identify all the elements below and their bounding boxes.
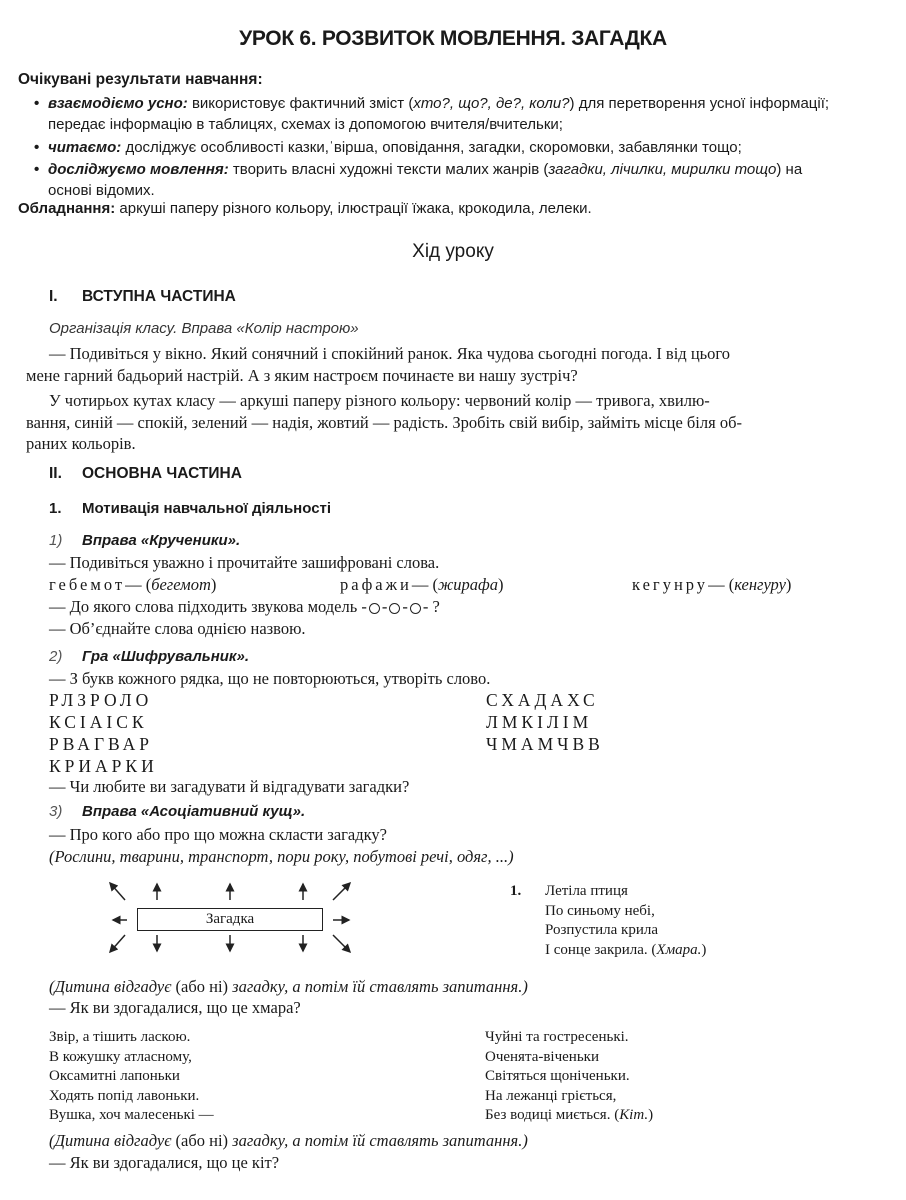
- cipher-row: ЛМКІЛІМ: [486, 712, 593, 732]
- cipher-word: рафажи— (жирафа): [340, 575, 504, 594]
- association-bush-diagram: [105, 875, 355, 960]
- riddle-cat-left: Звір, а тішить ласкою. В кожушку атласному, Оксамитні лапоньки Ходять попід лавоньки. Вушка, хоч малесенькі —: [49, 1029, 214, 1123]
- bullet-icon: •: [34, 139, 40, 156]
- cipher-word: кегунру— (кенгуру): [632, 575, 792, 594]
- section-heading-main: II. ОСНОВНА ЧАСТИНА: [49, 465, 242, 482]
- riddle-topic-hint: (Рослини, тварини, транспорт, пори року, побутові речі, одяг, ...): [49, 847, 514, 866]
- intro-paragraph-line: У чотирьох кутах класу — аркуші паперу різного кольору: червоний колір — тривога, хвилю-: [49, 391, 710, 410]
- vowel-circle-icon: [410, 603, 421, 614]
- subsection-heading-motivation: 1. Мотивація навчальної діяльності: [49, 500, 332, 517]
- intro-paragraph-line: — Подивіться у вікно. Який сонячний і спокійний ранок. Яка чудова сьогодні погода. І від цього: [49, 344, 731, 363]
- sound-model-question: — До якого слова підходить звукова модель - - - - ?: [49, 597, 440, 616]
- cipher-row: КРИАРКИ: [49, 756, 158, 776]
- cat-question: — Як ви здогадалися, що це кіт?: [49, 1153, 280, 1172]
- cipher-row: КСІАІСК: [49, 712, 148, 732]
- cloud-question: — Як ви здогадалися, що це хмара?: [49, 998, 301, 1017]
- bullet-icon: •: [34, 161, 40, 178]
- section-heading-intro: I. ВСТУПНА ЧАСТИНА: [49, 288, 236, 305]
- exercise-instruction: — Подивіться уважно і прочитайте зашифровані слова.: [49, 553, 440, 572]
- cipher-row: СХАДАХС: [486, 690, 599, 710]
- combine-words-question: — Об’єднайте слова однією назвою.: [49, 619, 306, 638]
- equipment: Обладнання: аркуші паперу різного кольору, ілюстрації їжака, крокодила, лелеки.: [18, 200, 592, 217]
- vowel-circle-icon: [389, 603, 400, 614]
- vowel-circle-icon: [369, 603, 380, 614]
- riddle-number: 1.: [510, 883, 522, 899]
- intro-paragraph-line: вання, синій — спокій, зелений — надія, жовтий — радість. Зробіть свій вибір, займіть місце біля об-: [26, 413, 742, 432]
- intro-paragraph-line: мене гарний бадьорий настрій. А з яким настроєм починаєте ви нашу зустріч?: [26, 366, 578, 385]
- exercise-heading-shyfruvalnyk: 2) Гра «Шифрувальник».: [49, 648, 250, 665]
- bullet-icon: •: [34, 95, 40, 112]
- riddles-question: — Чи любите ви загадувати й відгадувати загадки?: [49, 777, 410, 796]
- cipher-row: РЛЗРОЛО: [49, 690, 153, 710]
- exercise-heading-kruchenyky: 1) Вправа «Крученики».: [49, 532, 241, 549]
- intro-paragraph-line: раних кольорів.: [26, 434, 136, 453]
- exercise-heading-asotsiatyvnyi-kushch: 3) Вправа «Асоціативний кущ».: [49, 803, 306, 820]
- riddle-guess-note: (Дитина відгадує (або ні) загадку, а потім їй ставлять запитання.): [49, 977, 528, 996]
- cipher-word: гебемот— (бегемот): [49, 575, 217, 594]
- class-organization: Організація класу. Вправа «Колір настрою»: [49, 320, 359, 337]
- page-title: УРОК 6. РОЗВИТОК МОВЛЕННЯ. ЗАГАДКА: [239, 27, 667, 50]
- riddle-cloud: Летіла птиця По синьому небі, Розпустила крила І сонце закрила. (Хмара.): [545, 883, 707, 958]
- outcomes-heading: Очікувані результати навчання:: [18, 71, 263, 88]
- riddle-guess-note: (Дитина відгадує (або ні) загадку, а потім їй ставлять запитання.): [49, 1131, 528, 1150]
- riddle-center-box: Загадка: [137, 908, 323, 931]
- cipher-row: РВАГВАР: [49, 734, 153, 754]
- riddle-topic-question: — Про кого або про що можна скласти загадку?: [49, 825, 387, 844]
- lesson-flow-heading: Хід уроку: [412, 241, 494, 262]
- exercise-instruction: — З букв кожного рядка, що не повторюються, утворіть слово.: [49, 669, 491, 688]
- cipher-row: ЧМАМЧВВ: [486, 734, 604, 754]
- riddle-cat-right: Чуйні та гостресенькі. Оченята-віченьки Світяться щоніченьки. На лежанці гріється, Без водиці миється. (Кіт.): [485, 1029, 654, 1123]
